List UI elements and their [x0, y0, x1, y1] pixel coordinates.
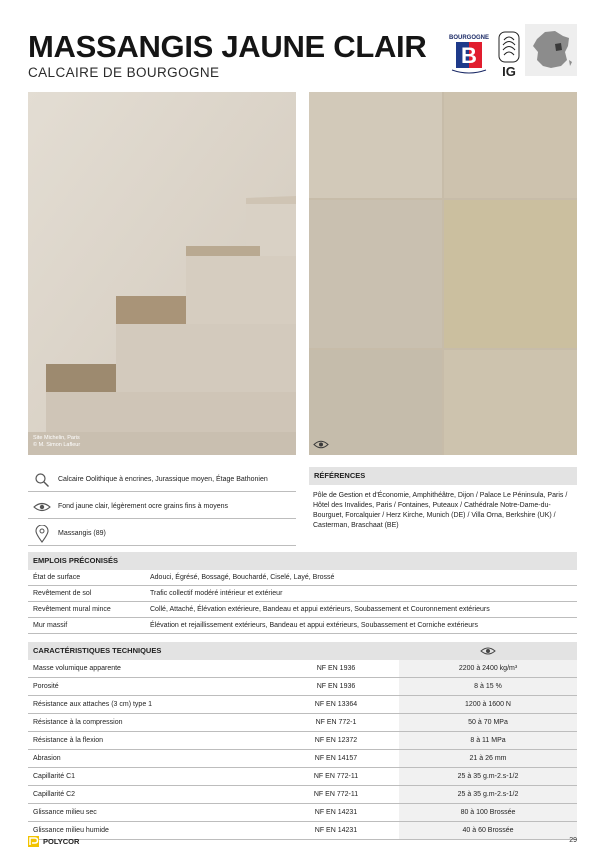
staircase-illustration — [28, 92, 296, 455]
tech-norm: NF EN 13364 — [314, 701, 358, 708]
staircase-photo — [28, 92, 296, 455]
info-row-origin — [28, 522, 296, 546]
tech-norm: NF EN 14231 — [314, 827, 358, 834]
badge-bourgogne-letter: B — [461, 43, 477, 68]
use-label: État de surface — [33, 574, 81, 581]
photo-caption — [33, 435, 80, 449]
appearance-text: Fond jaune clair, légèrement ocre grains fins à moyens — [58, 503, 229, 510]
tech-label: Capillarité C1 — [33, 773, 76, 780]
table-row — [28, 618, 577, 634]
ig-label-logo — [498, 30, 520, 78]
table-row — [28, 786, 577, 804]
stone-tile — [444, 350, 577, 455]
tech-value: 2200 à 2400 kg/m³ — [399, 660, 577, 677]
badge-bourgogne-text: BOURGOGNE — [448, 35, 490, 41]
geology-text: Calcaire Oolithique à encrines, Jurassique moyen, Étage Bathonien — [58, 476, 268, 483]
tech-value: 40 à 60 Brossée — [399, 822, 577, 839]
france-map-icon — [525, 24, 577, 76]
tech-label: Porosité — [33, 683, 59, 690]
table-row — [28, 602, 577, 618]
tech-heading-text: CARACTÉRISTIQUES TECHNIQUES — [33, 646, 162, 655]
tech-value: 21 à 26 mm — [399, 750, 577, 767]
tech-label: Capillarité C2 — [33, 791, 76, 798]
tech-label: Glissance milieu sec — [33, 809, 97, 816]
references-heading: RÉFÉRENCES — [309, 467, 577, 485]
stone-tile — [309, 200, 442, 348]
use-value: Trafic collectif modéré intérieur et extérieur — [150, 590, 283, 597]
table-row — [28, 586, 577, 602]
magnifier-icon — [31, 469, 53, 491]
uses-heading: EMPLOIS PRÉCONISÉS — [28, 552, 577, 570]
tech-value: 50 à 70 MPa — [399, 714, 577, 731]
stone-tile — [444, 200, 577, 348]
tech-norm: NF EN 772-11 — [313, 773, 359, 780]
tech-label: Résistance aux attaches (3 cm) type 1 — [33, 701, 153, 708]
references-text: Pôle de Gestion et d'Économie, Amphithéâtre, Dijon / Palace Le Péninsula, Paris / Hôtel des Invalides, Paris / Fontaines, Puteaux / Cathédrale Notre-Dame-du-Bourguet, Forcalquier / Herz Kirche, Munich (DE) / Villa Orna, Berkshire (UK) / Casterman, Braschaat (BE) — [313, 492, 568, 529]
location-pin-icon — [31, 523, 53, 545]
tech-value: 8 à 11 MPa — [399, 732, 577, 749]
stone-tile — [309, 92, 442, 198]
polycor-logo-icon — [28, 836, 39, 847]
use-label: Mur massif — [33, 622, 68, 629]
use-value: Élévation et rejaillissement extérieurs, Bandeau et appui extérieurs, Soubassement et Corniche extérieurs — [150, 622, 479, 629]
badge-ig-text: IG — [502, 64, 516, 78]
table-row — [28, 822, 577, 840]
table-row — [28, 678, 577, 696]
stone-tiles-photo — [309, 92, 577, 455]
bourgogne-label-logo — [446, 32, 492, 76]
table-row — [28, 570, 577, 586]
tech-value: 80 à 100 Brossée — [399, 804, 577, 821]
table-row — [28, 768, 577, 786]
footer-brand: POLYCOR — [43, 837, 80, 846]
table-row — [28, 696, 577, 714]
page-number: 29 — [569, 837, 577, 844]
tech-value: 8 à 15 % — [399, 678, 577, 695]
photo-caption-site: Site Michelin, Paris — [33, 435, 80, 441]
table-row — [28, 750, 577, 768]
tech-label: Abrasion — [33, 755, 61, 762]
tech-norm: NF EN 772-1 — [315, 719, 357, 726]
table-row — [28, 732, 577, 750]
france-map-badge — [525, 24, 577, 76]
eye-icon — [31, 496, 53, 518]
info-row-appearance — [28, 495, 296, 519]
table-row — [28, 660, 577, 678]
use-value: Collé, Attaché, Élévation extérieure, Bandeau et appui extérieurs, Soubassement et Couronnement extérieurs — [150, 606, 490, 613]
stone-tile — [444, 92, 577, 198]
tech-label: Masse volumique apparente — [33, 665, 121, 672]
tech-norm: NF EN 14231 — [314, 809, 358, 816]
tech-norm: NF EN 14157 — [314, 755, 358, 762]
tech-norm: NF EN 1936 — [316, 683, 356, 690]
page-title: MASSANGIS JAUNE CLAIR — [28, 29, 427, 64]
table-row — [28, 714, 577, 732]
photo-caption-credit: © M. Simon Lafleur — [33, 442, 81, 448]
use-label: Revêtement mural mince — [33, 606, 111, 613]
table-row — [28, 804, 577, 822]
info-row-geology — [28, 468, 296, 492]
tech-norm: NF EN 772-11 — [313, 791, 359, 798]
tech-value: 25 à 35 g.m-2.s-1/2 — [399, 786, 577, 803]
eye-icon — [313, 439, 329, 450]
tech-label: Résistance à la compression — [33, 719, 123, 726]
tech-value: 1200 à 1600 N — [399, 696, 577, 713]
use-value: Adouci, Égrésé, Bossagé, Bouchardé, Ciselé, Layé, Brossé — [150, 574, 335, 581]
origin-text: Massangis (89) — [58, 530, 106, 537]
eye-icon — [399, 642, 577, 660]
tech-norm: NF EN 12372 — [314, 737, 358, 744]
tech-label: Résistance à la flexion — [33, 737, 104, 744]
tech-value: 25 à 35 g.m-2.s-1/2 — [399, 768, 577, 785]
page-subtitle: CALCAIRE DE BOURGOGNE — [28, 65, 220, 80]
use-label: Revêtement de sol — [33, 590, 92, 597]
tech-label: Glissance milieu humide — [33, 827, 109, 834]
tech-norm: NF EN 1936 — [316, 665, 356, 672]
tech-heading — [28, 642, 577, 660]
